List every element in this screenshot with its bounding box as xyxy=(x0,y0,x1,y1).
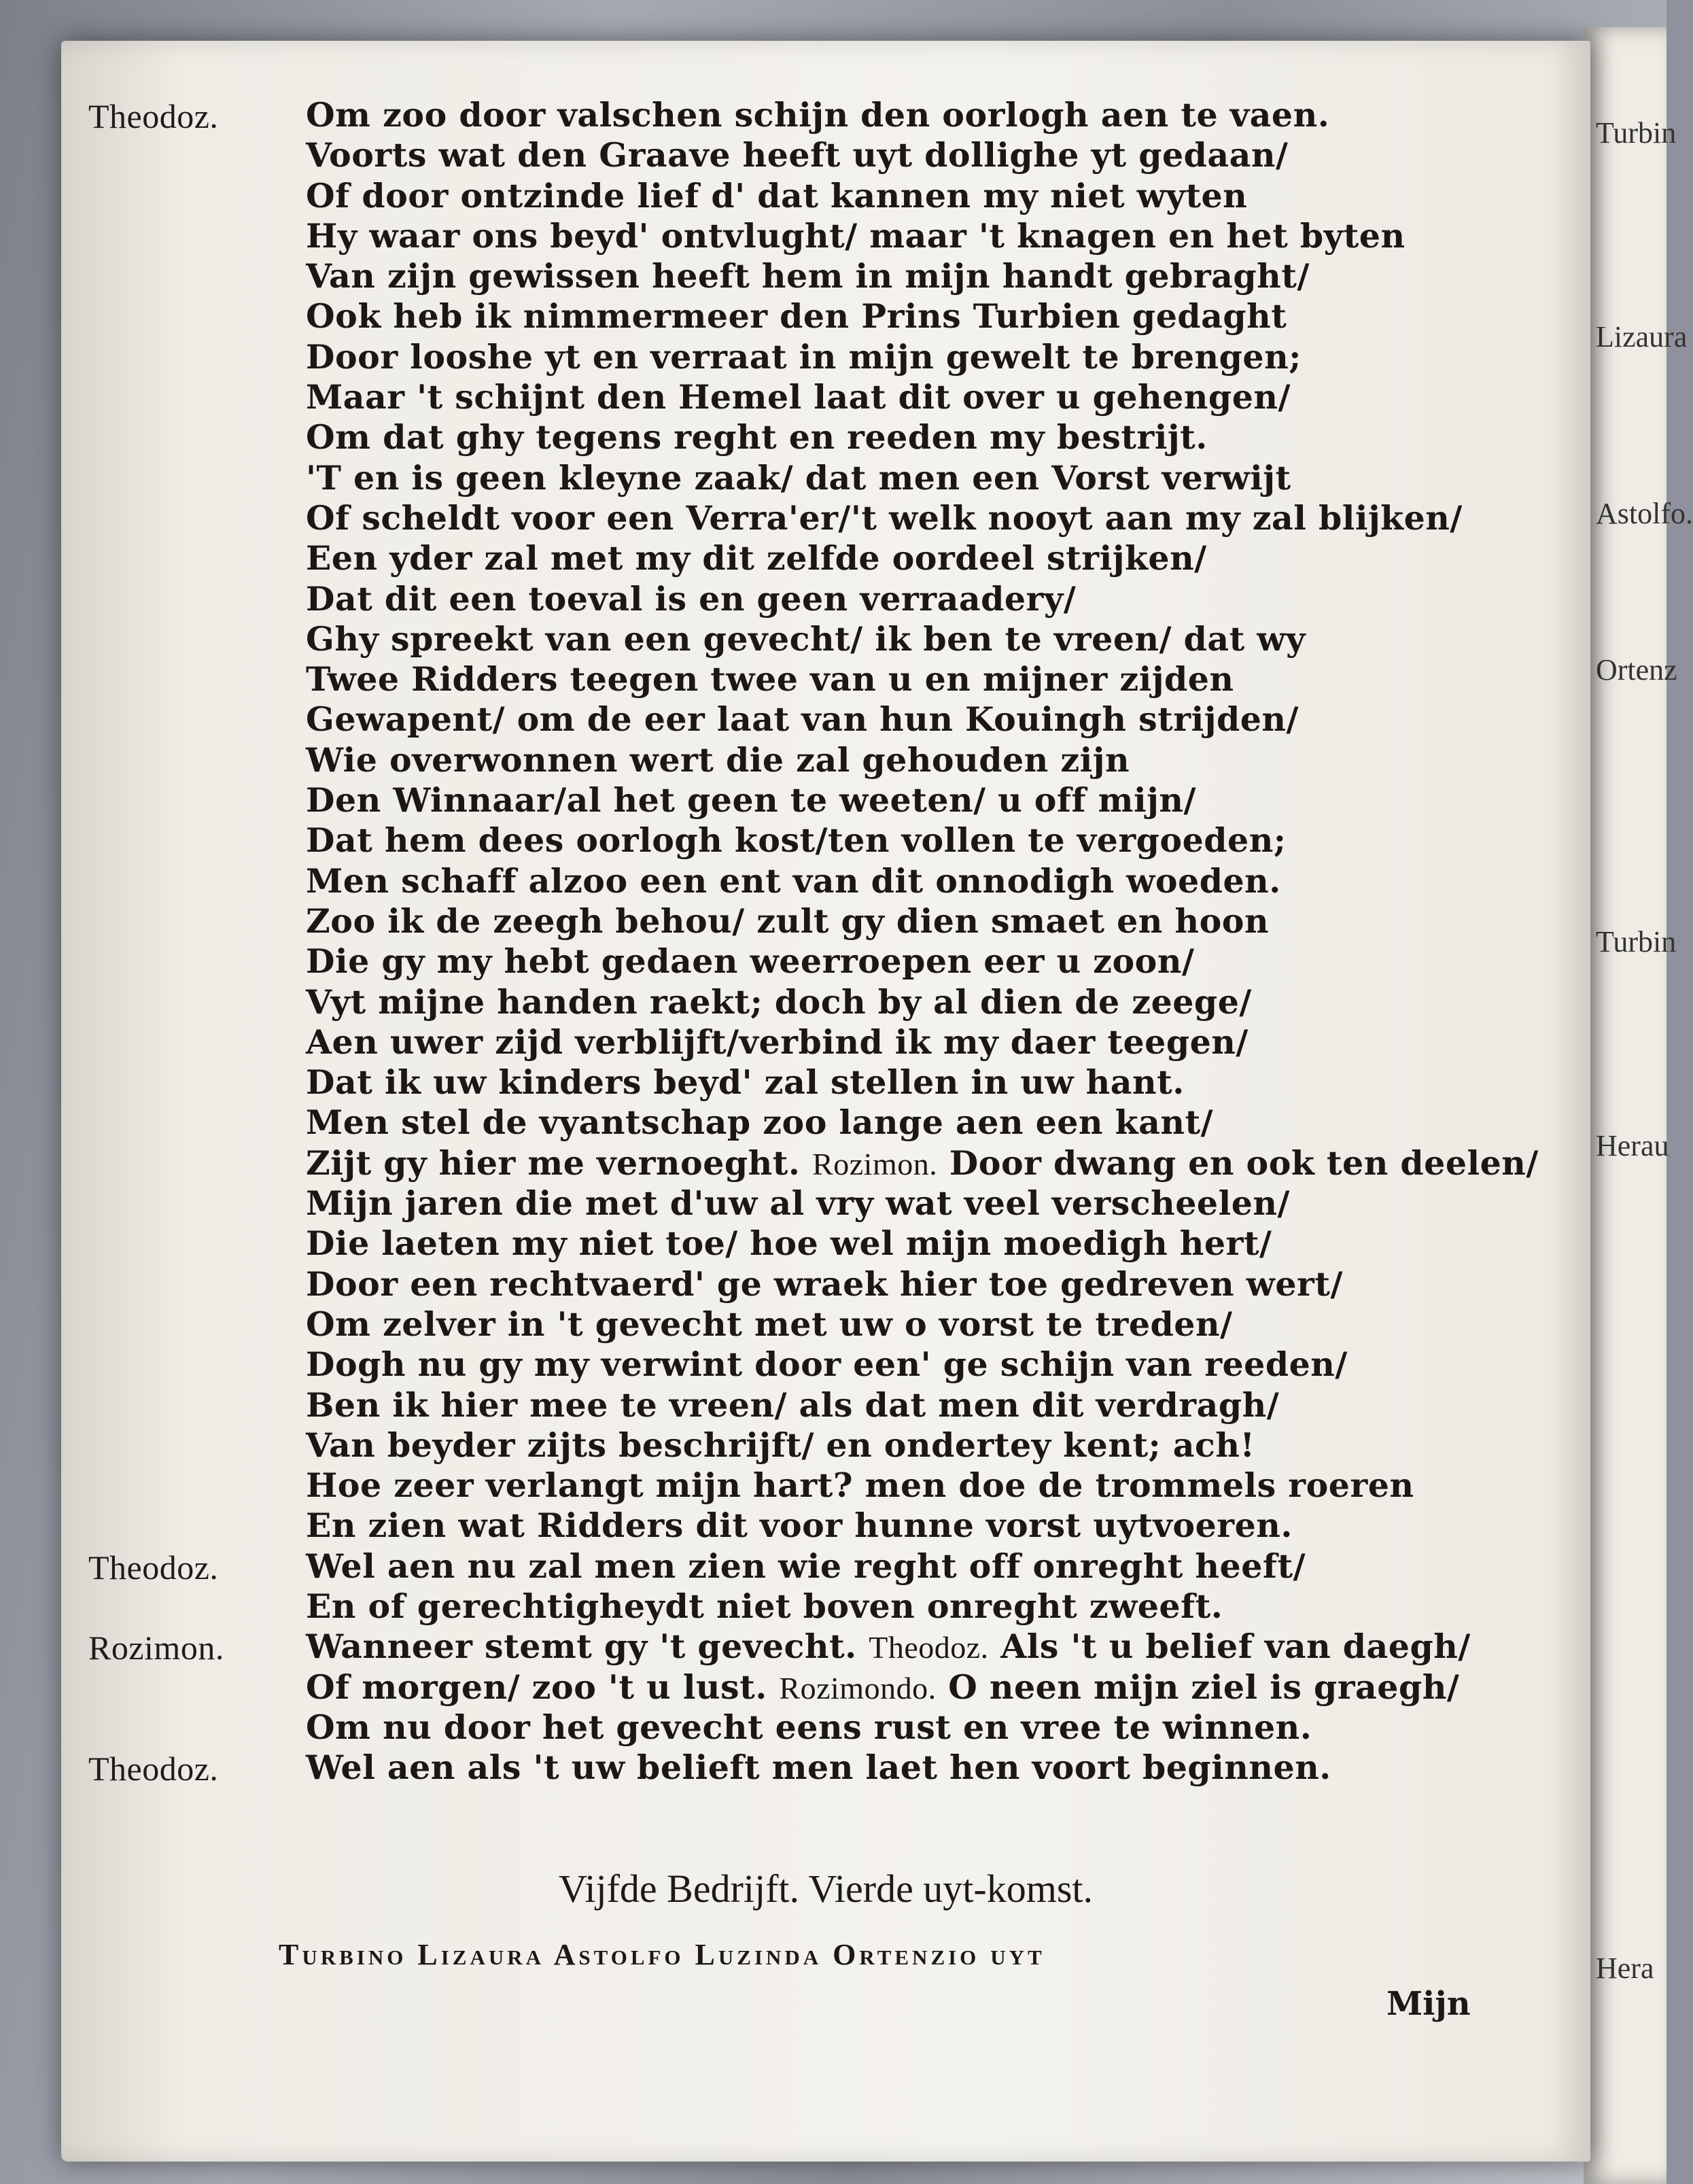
verse-line xyxy=(61,740,1590,780)
verse-line xyxy=(61,780,1590,820)
verse-line xyxy=(61,135,1590,175)
verse-line xyxy=(61,1385,1590,1425)
verse-text-part: Om zoo door valschen schijn den oorlogh aen te vaen. xyxy=(306,95,1330,135)
verse-text-part: Als 't u belief van daegh/ xyxy=(1000,1627,1471,1667)
verse-text-part: Wie overwonnen wert die zal gehouden zijn xyxy=(306,740,1130,780)
verse-text-part: Om nu door het gevecht eens rust en vree te winnen. xyxy=(306,1707,1312,1747)
verse-line xyxy=(61,1506,1590,1546)
speaker-name: Theodoz. xyxy=(88,1548,219,1587)
verse-text-part: Hoe zeer verlangt mijn hart? men doe de trommels roeren xyxy=(306,1466,1414,1506)
verse-text-part: Ben ik hier mee te vreen/ als dat men dit verdragh/ xyxy=(306,1385,1280,1425)
verse-line xyxy=(61,699,1590,740)
verse-text xyxy=(306,861,1281,901)
verse-text-part: Of door ontzinde lief d' dat kannen my niet wyten xyxy=(306,175,1248,215)
verse-text xyxy=(306,1627,1471,1666)
verse-text-part: Dat hem dees oorlogh kost/ten vollen te vergoeden; xyxy=(306,820,1287,861)
verse-text xyxy=(306,1062,1185,1102)
verse-text-part: Voorts wat den Graave heeft uyt dollighe yt gedaan/ xyxy=(306,135,1289,175)
verse-text xyxy=(306,1264,1343,1304)
verse-text-part: Of scheldt voor een Verra'er/'t welk nooyt aan my zal blijken/ xyxy=(306,498,1463,538)
verse-line xyxy=(61,941,1590,982)
verse-text xyxy=(306,982,1252,1022)
verse-line xyxy=(61,538,1590,578)
verse-text-part: Vyt mijne handen raekt; doch by al dien de zeege/ xyxy=(306,982,1252,1022)
verse-line xyxy=(61,861,1590,901)
verse-text xyxy=(306,498,1463,538)
verse-text-part: Ghy spreekt van een gevecht/ ik ben te vreen/ dat wy xyxy=(306,619,1306,659)
verse-text-part: Wel aen als 't uw belieft men laet hen voort beginnen. xyxy=(306,1748,1331,1788)
verse-text-part: Hy waar ons beyd' ontvlught/ maar 't knagen en het byten xyxy=(306,215,1406,256)
speaker-name: Rozimon. xyxy=(88,1629,224,1667)
verse-text-part: 'T en is geen kleyne zaak/ dat men een Vorst verwijt xyxy=(306,457,1291,498)
verse-text-part: Den Winnaar/al het geen te weeten/ u off mijn/ xyxy=(306,780,1196,820)
verse-text-part: Van beyder zijts beschrijft/ en ondertey kent; ach! xyxy=(306,1425,1255,1465)
verse-line xyxy=(61,619,1590,659)
verse-text xyxy=(306,1103,1213,1142)
inline-speaker-name: Rozimon. xyxy=(812,1146,938,1181)
verse-line xyxy=(61,982,1590,1022)
verse-text-part: Zijt gy hier me vernoeght. xyxy=(306,1143,801,1183)
verse-text-part: Een yder zal met my dit zelfde oordeel strijken/ xyxy=(306,538,1207,578)
verse-text xyxy=(306,1304,1232,1344)
verse-text-part: Maar 't schijnt den Hemel laat dit over u gehengen/ xyxy=(306,377,1291,417)
inline-speaker-name: Rozimondo. xyxy=(779,1670,937,1705)
verse-text-part: Wanneer stemt gy 't gevecht. xyxy=(306,1627,857,1667)
book-page xyxy=(61,41,1590,2162)
verse-line xyxy=(61,579,1590,619)
verse-text xyxy=(306,538,1207,578)
verse-text xyxy=(306,941,1194,981)
verse-text xyxy=(306,1143,1539,1183)
verse-line xyxy=(61,1667,1590,1708)
verse-text-part: Wel aen nu zal men zien wie reght off onreght heeft/ xyxy=(306,1546,1306,1586)
verse-line xyxy=(61,1103,1590,1143)
verse-text xyxy=(306,1506,1293,1545)
verse-text-part: Twee Ridders teegen twee van u en mijner zijden xyxy=(306,659,1234,699)
verse-text xyxy=(306,256,1310,296)
cast-line: Turbino Lizaura Astolfo Luzinda Ortenzio uyt xyxy=(279,1938,1045,1971)
verse-text-part: Door dwang en ook ten deelen/ xyxy=(949,1143,1539,1183)
verse-text-part: Van zijn gewissen heeft hem in mijn handt gebraght/ xyxy=(306,256,1310,296)
verse-text xyxy=(306,659,1234,699)
verse-line xyxy=(61,1143,1590,1183)
verse-line xyxy=(61,1425,1590,1466)
verse-text xyxy=(306,296,1287,336)
facing-speaker-name: Astolfo. xyxy=(1596,497,1693,530)
verse-text-part: Men schaff alzoo een ent van dit onnodigh woeden. xyxy=(306,861,1281,901)
verse-line xyxy=(61,176,1590,216)
scene-heading: Vijfde Bedrijft. Vierde uyt-komst. xyxy=(558,1867,1094,1911)
verse-text-part: Ook heb ik nimmermeer den Prins Turbien gedaght xyxy=(306,296,1287,336)
verse-line xyxy=(61,1587,1590,1627)
verse-line xyxy=(61,1345,1590,1385)
verse-line xyxy=(61,1546,1590,1587)
verse-text xyxy=(306,176,1247,215)
verse-text-part: En of gerechtigheydt niet boven onreght zweeft. xyxy=(306,1586,1223,1626)
verse-text xyxy=(306,337,1302,377)
verse-text-part: Door looshe yt en verraat in mijn gewelt te brengen; xyxy=(306,336,1302,377)
verse-text xyxy=(306,95,1329,135)
verse-text xyxy=(306,417,1208,457)
verse-text xyxy=(306,1224,1272,1263)
verse-text xyxy=(306,1466,1414,1505)
verse-line xyxy=(61,256,1590,296)
verse-line xyxy=(61,901,1590,941)
verse-text xyxy=(306,1587,1223,1626)
verse-text xyxy=(306,780,1196,820)
verse-text xyxy=(306,1385,1279,1425)
verse-line xyxy=(61,498,1590,538)
verse-text xyxy=(306,699,1299,739)
verse-text xyxy=(306,1667,1459,1707)
verse-text-part: Om zelver in 't gevecht met uw o vorst te treden/ xyxy=(306,1304,1233,1344)
facing-speaker-name: Herau xyxy=(1596,1129,1669,1162)
verse-block xyxy=(61,95,1590,1788)
verse-line xyxy=(61,1224,1590,1264)
verse-text xyxy=(306,1345,1348,1384)
facing-speaker-name: Lizaura xyxy=(1596,320,1688,353)
verse-text xyxy=(306,740,1130,780)
verse-text-part: Aen uwer zijd verblijft/verbind ik my daer teegen/ xyxy=(306,1022,1249,1062)
verse-text-part: Of morgen/ zoo 't u lust. xyxy=(306,1667,767,1707)
verse-text xyxy=(306,820,1286,860)
verse-line xyxy=(61,1022,1590,1062)
verse-line xyxy=(61,377,1590,417)
speaker-name: Theodoz. xyxy=(88,1750,219,1788)
verse-line xyxy=(61,1264,1590,1304)
verse-text xyxy=(306,619,1306,659)
verse-text-part: Zoo ik de zeegh behou/ zult gy dien smaet en hoon xyxy=(306,901,1270,941)
verse-text-part: Om dat ghy tegens reght en reeden my bestrijt. xyxy=(306,417,1208,457)
verse-text xyxy=(306,1546,1306,1586)
verse-line xyxy=(61,1183,1590,1224)
verse-text xyxy=(306,135,1288,175)
verse-text xyxy=(306,1748,1331,1787)
verse-text-part: En zien wat Ridders dit voor hunne vorst uytvoeren. xyxy=(306,1506,1293,1546)
verse-text-part: Door een rechtvaerd' ge wraek hier toe gedreven wert/ xyxy=(306,1264,1343,1304)
verse-line xyxy=(61,95,1590,135)
verse-text xyxy=(306,1022,1249,1062)
facing-speaker-name: Turbin xyxy=(1596,116,1677,150)
verse-text-part: O neen mijn ziel is graegh/ xyxy=(948,1667,1460,1707)
verse-line xyxy=(61,296,1590,336)
verse-text-part: Gewapent/ om de eer laat van hun Kouingh strijden/ xyxy=(306,699,1299,740)
facing-speaker-name: Turbin xyxy=(1596,925,1677,958)
verse-line xyxy=(61,1304,1590,1345)
verse-line xyxy=(61,216,1590,256)
verse-text xyxy=(306,1425,1255,1465)
verse-text-part: Die gy my hebt gedaen weerroepen eer u zoon/ xyxy=(306,941,1195,982)
verse-text-part: Dat dit een toeval is en geen verraadery/ xyxy=(306,578,1077,619)
verse-text xyxy=(306,377,1291,417)
verse-text xyxy=(306,579,1076,619)
verse-line xyxy=(61,1466,1590,1506)
verse-line xyxy=(61,659,1590,699)
verse-text-part: Dat ik uw kinders beyd' zal stellen in uw hant. xyxy=(306,1062,1185,1103)
facing-page xyxy=(1584,27,1693,2184)
verse-line xyxy=(61,820,1590,861)
verse-text xyxy=(306,1708,1312,1747)
verse-text xyxy=(306,1183,1290,1223)
catchword: Mijn xyxy=(1386,1985,1471,2023)
verse-line xyxy=(61,417,1590,457)
verse-line xyxy=(61,1748,1590,1788)
facing-speaker-name: Ortenz xyxy=(1596,653,1677,687)
verse-line xyxy=(61,337,1590,377)
verse-text-part: Dogh nu gy my verwint door een' ge schijn van reeden/ xyxy=(306,1345,1348,1385)
verse-line xyxy=(61,1627,1590,1667)
verse-text xyxy=(306,458,1291,498)
verse-text xyxy=(306,216,1406,256)
verse-line xyxy=(61,1708,1590,1748)
verse-text-part: Die laeten my niet toe/ hoe wel mijn moedigh hert/ xyxy=(306,1224,1272,1264)
verse-text-part: Men stel de vyantschap zoo lange aen een kant/ xyxy=(306,1103,1213,1143)
verse-line xyxy=(61,458,1590,498)
inline-speaker-name: Theodoz. xyxy=(869,1630,989,1665)
verse-text xyxy=(306,901,1269,941)
verse-line xyxy=(61,1062,1590,1103)
facing-speaker-name: Hera xyxy=(1596,1952,1654,1985)
verse-text-part: Mijn jaren die met d'uw al vry wat veel verscheelen/ xyxy=(306,1183,1290,1224)
speaker-name: Theodoz. xyxy=(88,97,219,135)
